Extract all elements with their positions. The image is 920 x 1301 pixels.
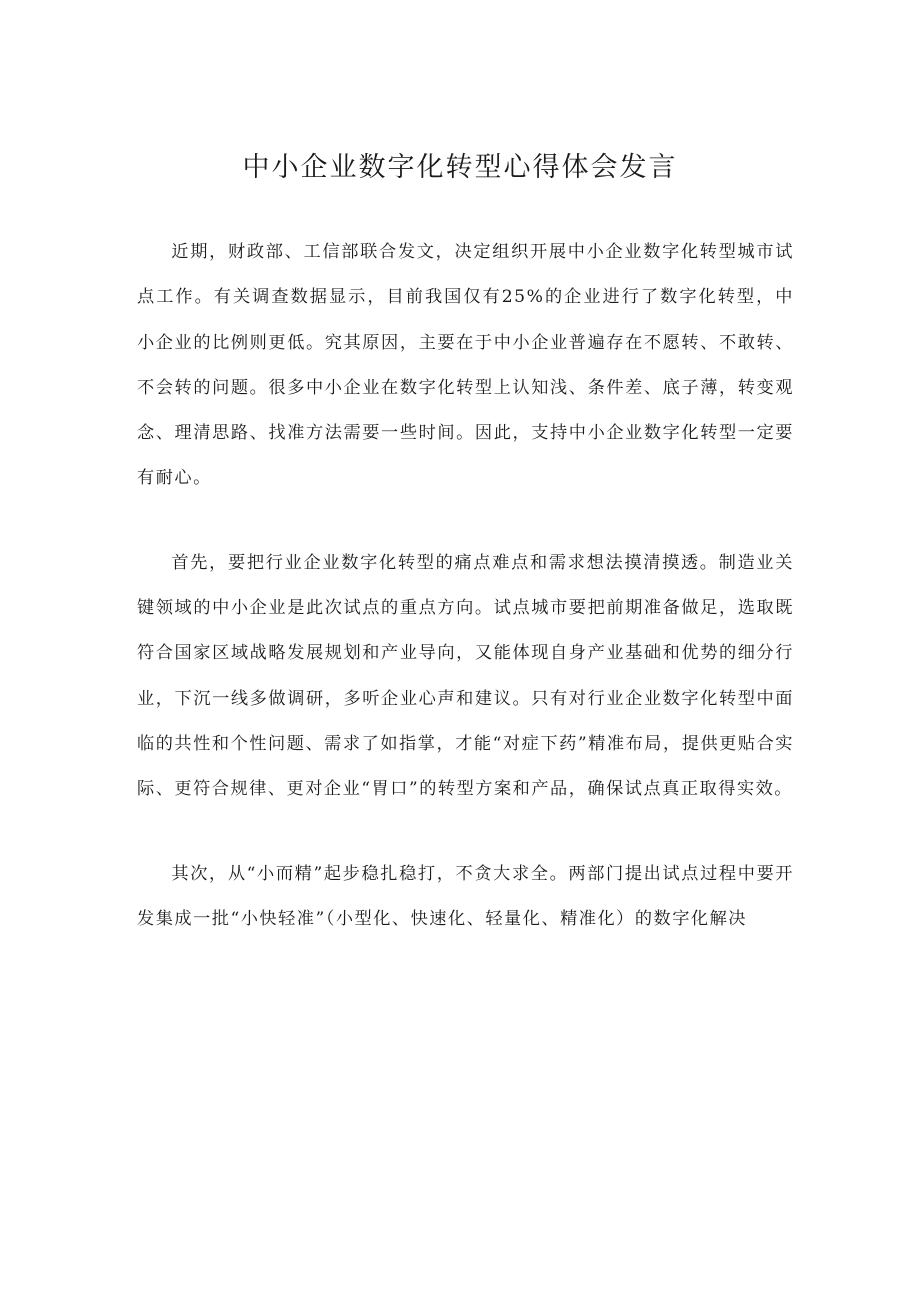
paragraph: 其次，从“小而精”起步稳扎稳打，不贪大求全。两部门提出试点过程中要开发集成一批“小快轻准”（小型化、快速化、轻量化、精准化）的数字化解决 bbox=[137, 863, 794, 929]
document-body bbox=[137, 230, 794, 981]
document-title: 中小企业数字化转型心得体会发言 bbox=[242, 152, 678, 183]
paragraph: 近期，财政部、工信部联合发文，决定组织开展中小企业数字化转型城市试点工作。有关调查数据显示，目前我国仅有25%的企业进行了数字化转型，中小企业的比例则更低。究其原因，主要在于中小企业普遍存在不愿转、不敢转、不会转的问题。很多中小企业在数字化转型上认知浅、条件差、底子薄，转变观念、理清思路、找准方法需要一些时间。因此，支持中小企业数字化转型一定要有耐心。 bbox=[137, 242, 794, 489]
paragraph: 首先，要把行业企业数字化转型的痛点难点和需求想法摸清摸透。制造业关键领域的中小企业是此次试点的重点方向。试点城市要把前期准备做足，选取既符合国家区域战略发展规划和产业导向，又能体现自身产业基础和优势的细分行业，下沉一线多做调研，多听企业心声和建议。只有对行业企业数字化转型中面临的共性和个性问题、需求了如指掌，才能“对症下药”精准布局，提供更贴合实际、更符合规律、更对企业“胃口”的转型方案和产品，确保试点真正取得实效。 bbox=[137, 552, 794, 800]
